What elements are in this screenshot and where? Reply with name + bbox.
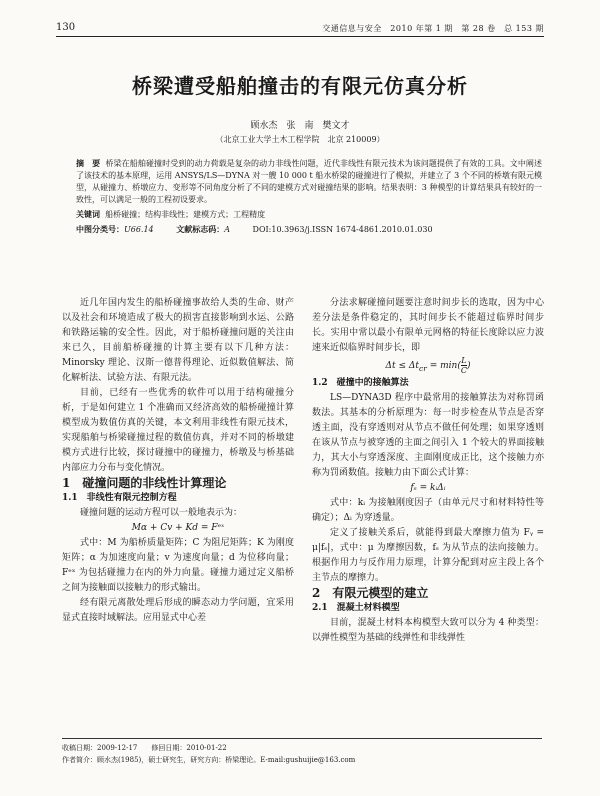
intro-paragraph-1: 近几年国内发生的船桥碰撞事故给人类的生命、财产以及社会和环境造成了极大的损害直接影响到水运、公路和铁路运输的安全性。因此，对于船桥碰撞问题的关注由来已久，目前船桥碰撞的计算主要有以下几种方法：Minorsky 理论、汉斯一德普得理论、近似数值解法、简化解析法、试验方法、有限元法。 [62, 298, 294, 383]
intro-paragraph-2: 目前，已经有一些优秀的软件可以用于结构碰撞分析，于是如何建立 1 个准确而又经济高效的船桥碰撞计算模型成为数值仿真的关键，本文利用非线性有限元技术，实现船舶与桥梁碰撞过程的数值仿真，并对不同的桥墩建模方式进行比较，探讨碰撞中的碰撞力，桥墩及与桥基础内部应力分布与变化情况。 [62, 388, 294, 473]
equation-motion: Mα + Cv + Kd = Fᵉˣ [131, 523, 225, 533]
section-2-heading: 2 有限元模型的建立 [312, 585, 429, 600]
section-1-heading: 1 碰撞问题的非线性计算理论 [62, 476, 227, 490]
authors: 顾水杰 张 南 樊文才 [250, 121, 350, 131]
footnote [62, 738, 542, 766]
journal-info: 交通信息与安全 2010 年第 1 期 第 28 卷 总 153 期 [322, 24, 544, 33]
paragraph-contact-algorithm: LS—DYNA3D 程序中最常用的接触算法为对称罚函数法。其基本的分析原理为：每一时步检查从节点是否穿透主面，没有穿透则对从节点不做任何处理；如果穿透则在该从节点与被穿透的主面之间引入 1 个较大的界面接触力，其大小与穿透深度、主面刚度成正比，这个接触力亦称为罚函数值。接触力由下面公式计算： [312, 392, 544, 478]
eq2-denominator: C [460, 366, 467, 375]
doc-code-value: A [224, 225, 230, 234]
paragraph-time-step: 分法求解碰撞问题要注意时间步长的选取，因为中心差分法是条件稳定的，其时间步长不能超过临界时间步长。实用中常以最小有限单元网格的特征长度除以应力波速来近似临界时间步长，即 [312, 298, 544, 353]
subsection-2-1-heading: 2.1 混凝土材料模型 [312, 602, 400, 613]
paragraph-contact-explain: 式中：kᵢ 为接触刚度因子（由单元尺寸和材料特性等确定）；Δᵢ 为穿透量。 [312, 497, 544, 523]
abstract-text: 桥梁在船舶碰撞时受到的动力荷载是复杂的动力非线性问题，近代非线性有限元技术为该问题提供了有效的工具。文中阐述了该技术的基本原理，运用 ANSYS/LS—DYNA 对一艘 10 000 t 船水桥梁的碰撞进行了模拟，并建立了 3 个不同的桥墩有限元模型，从碰撞力、桥墩应力、变形等不同角度分析了不同的建模方式对碰撞结果的影响。结果表明：3 种模型的计算结果具有较好的一致性，可以满足一般的工程初设要求。 [76, 159, 543, 204]
subsection-1-2-heading: 1.2 碰撞中的接触算法 [312, 377, 409, 388]
eq2-numerator: L [461, 356, 467, 365]
running-header [56, 20, 544, 37]
affiliation: （北京工业大学土木工程学院 北京 210009） [215, 135, 385, 144]
eq2-fraction [461, 356, 467, 375]
classification-line [76, 223, 542, 236]
paragraph-friction: 定义了接触关系后，就能得到最大摩擦力值为 Fᵧ = μ|fₛ|，式中：μ 为摩擦因数，fₛ 为从节点的法向接触力。根据作用力与反作用力原理，计算分配到对应主段上各个主节点的摩擦力。 [312, 527, 544, 583]
right-column [312, 296, 544, 646]
keywords [76, 208, 542, 221]
subsection-1-1-heading: 1.1 非线性有限元控制方程 [62, 493, 177, 503]
paragraph-eq-explain: 式中：M 为船桥质量矩阵；C 为阻尼矩阵；K 为刚度矩阵；α 为加速度向量；v 为速度向量；d 为位移向量；Fᵉˣ 为包括碰撞力在内的外力向量。碰撞力通过定义船桥之间为接触面以接触力的形式输出。 [62, 538, 294, 593]
page-number: 130 [56, 22, 76, 33]
clc-value: U66.14 [124, 225, 154, 234]
doc-code-label: 文献标志码： [176, 224, 225, 234]
keywords-label: 关键词 [76, 209, 100, 219]
footnote-dates: 收稿日期：2009-12-17 修回日期：2010-01-22 [62, 744, 227, 752]
paragraph-explicit-method: 经有限元离散处理后形成的瞬态动力学问题，宜采用显式直接时域解法。应用显式中心差 [62, 598, 294, 623]
paragraph-motion-eq-intro: 碰撞问题的运动方程可以一般地表示为： [80, 508, 243, 518]
keywords-text: 船桥碰撞；结构非线性；建模方式；工程精度 [105, 210, 266, 219]
eq2-sub: cr [419, 363, 427, 373]
footnote-author-bio: 作者简介：顾水杰(1985)，硕士研究生，研究方向：桥梁理论。E-mail:gushuijie@163.com [62, 756, 356, 764]
equation-time-step: $\Delta t \le \Delta t_{cr} = \min$( $\frac{L}{C}$ ) [385, 356, 471, 375]
clc-label: 中图分类号： [76, 224, 124, 234]
abstract [76, 157, 542, 206]
doi: DOI:10.3963/j.ISSN 1674-4861.2010.01.030 [252, 225, 433, 234]
left-column [62, 296, 294, 626]
abstract-block [76, 157, 542, 236]
article-title: 桥梁遭受船舶撞击的有限元仿真分析 [132, 74, 468, 98]
abstract-label: 摘 要 [76, 158, 101, 168]
eq2-mid: = min [426, 361, 458, 371]
equation-contact-force: fₛ = kᵢΔᵢ [410, 482, 446, 493]
eq2-left: Δt ≤ Δt [385, 361, 420, 371]
paragraph-concrete-model: 目前，混凝土材料本构模型大致可以分为 4 种类型：以弹性模型为基础的线弹性和非线弹性 [312, 617, 544, 643]
